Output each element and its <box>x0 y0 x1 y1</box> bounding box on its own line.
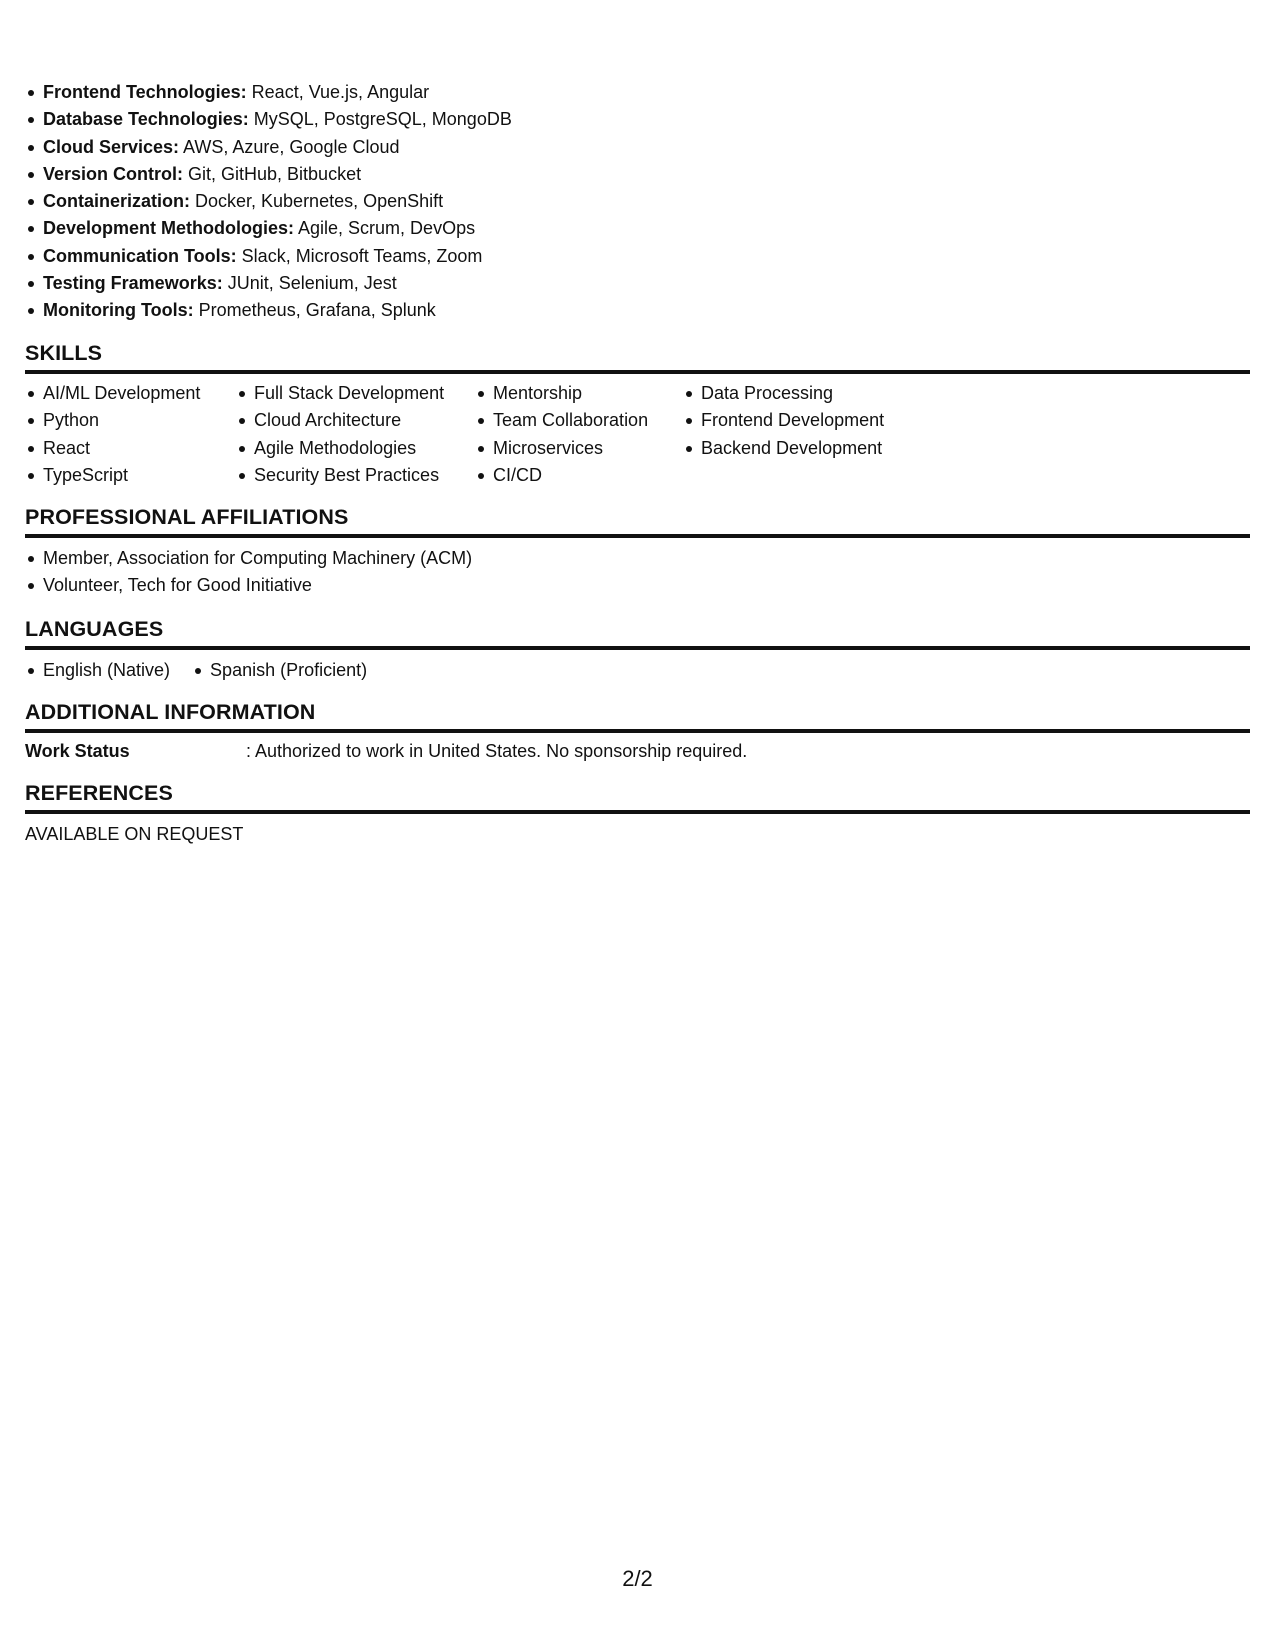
skill-item: Backend Development <box>683 435 884 462</box>
skill-item: AI/ML Development <box>25 380 200 407</box>
affiliation-item: Member, Association for Computing Machinery (ACM) <box>25 545 472 572</box>
tech-label: Communication Tools: <box>43 245 237 266</box>
list-item <box>25 134 512 161</box>
list-item <box>25 106 512 133</box>
tech-label: Database Technologies: <box>43 109 249 130</box>
skills-heading: SKILLS <box>25 339 1250 374</box>
skill-item: Cloud Architecture <box>236 407 444 434</box>
list-item <box>25 188 512 215</box>
work-status-value: : Authorized to work in United States. No sponsorship required. <box>246 741 748 761</box>
work-status-label: Work Status <box>25 741 130 761</box>
tech-label: Containerization: <box>43 191 190 212</box>
tech-value: Agile, Scrum, DevOps <box>294 218 476 239</box>
skill-item: Python <box>25 407 200 434</box>
affiliations-heading: PROFESSIONAL AFFILIATIONS <box>25 503 1250 538</box>
skills-column <box>683 380 884 462</box>
skill-item: Team Collaboration <box>475 407 648 434</box>
skill-item: React <box>25 435 200 462</box>
skill-item: Security Best Practices <box>236 462 444 489</box>
list-item <box>25 243 512 270</box>
skills-column <box>236 380 444 489</box>
technical-skills-list <box>25 79 512 325</box>
skill-item: Full Stack Development <box>236 380 444 407</box>
skill-item: Frontend Development <box>683 407 884 434</box>
skill-item: Agile Methodologies <box>236 435 444 462</box>
list-item <box>25 270 512 297</box>
page-number: 2/2 <box>622 1566 653 1591</box>
skills-column <box>25 380 200 489</box>
tech-label: Development Methodologies: <box>43 218 295 239</box>
references-text: AVAILABLE ON REQUEST <box>25 824 244 844</box>
tech-label: Frontend Technologies: <box>43 82 247 102</box>
list-item <box>25 161 512 188</box>
tech-value: JUnit, Selenium, Jest <box>222 273 397 294</box>
tech-value: Docker, Kubernetes, OpenShift <box>190 191 444 212</box>
skill-item: Microservices <box>475 435 648 462</box>
tech-value: Prometheus, Grafana, Splunk <box>193 300 436 321</box>
additional-info-heading: ADDITIONAL INFORMATION <box>25 698 1250 733</box>
tech-label: Version Control: <box>43 163 184 184</box>
tech-value: AWS, Azure, Google Cloud <box>179 136 400 157</box>
skill-item: Mentorship <box>475 380 648 407</box>
tech-value: MySQL, PostgreSQL, MongoDB <box>248 109 512 130</box>
affiliation-item: Volunteer, Tech for Good Initiative <box>25 572 472 599</box>
references-heading: REFERENCES <box>25 779 1250 814</box>
affiliations-list <box>25 545 472 600</box>
skill-item: TypeScript <box>25 462 200 489</box>
tech-value: Slack, Microsoft Teams, Zoom <box>236 245 483 266</box>
languages-list <box>25 657 389 684</box>
tech-value: React, Vue.js, Angular <box>246 82 430 102</box>
skills-column <box>475 380 648 489</box>
list-item <box>25 297 512 324</box>
tech-label: Cloud Services: <box>43 136 180 157</box>
language-item: Spanish (Proficient) <box>192 657 367 684</box>
tech-value: Git, GitHub, Bitbucket <box>183 163 362 184</box>
skill-item: CI/CD <box>475 462 648 489</box>
tech-label: Testing Frameworks: <box>43 273 223 294</box>
skill-item: Data Processing <box>683 380 884 407</box>
tech-label: Monitoring Tools: <box>43 300 194 321</box>
language-item: English (Native) <box>25 657 170 684</box>
list-item <box>25 215 512 242</box>
languages-heading: LANGUAGES <box>25 615 1250 650</box>
list-item <box>25 79 512 106</box>
